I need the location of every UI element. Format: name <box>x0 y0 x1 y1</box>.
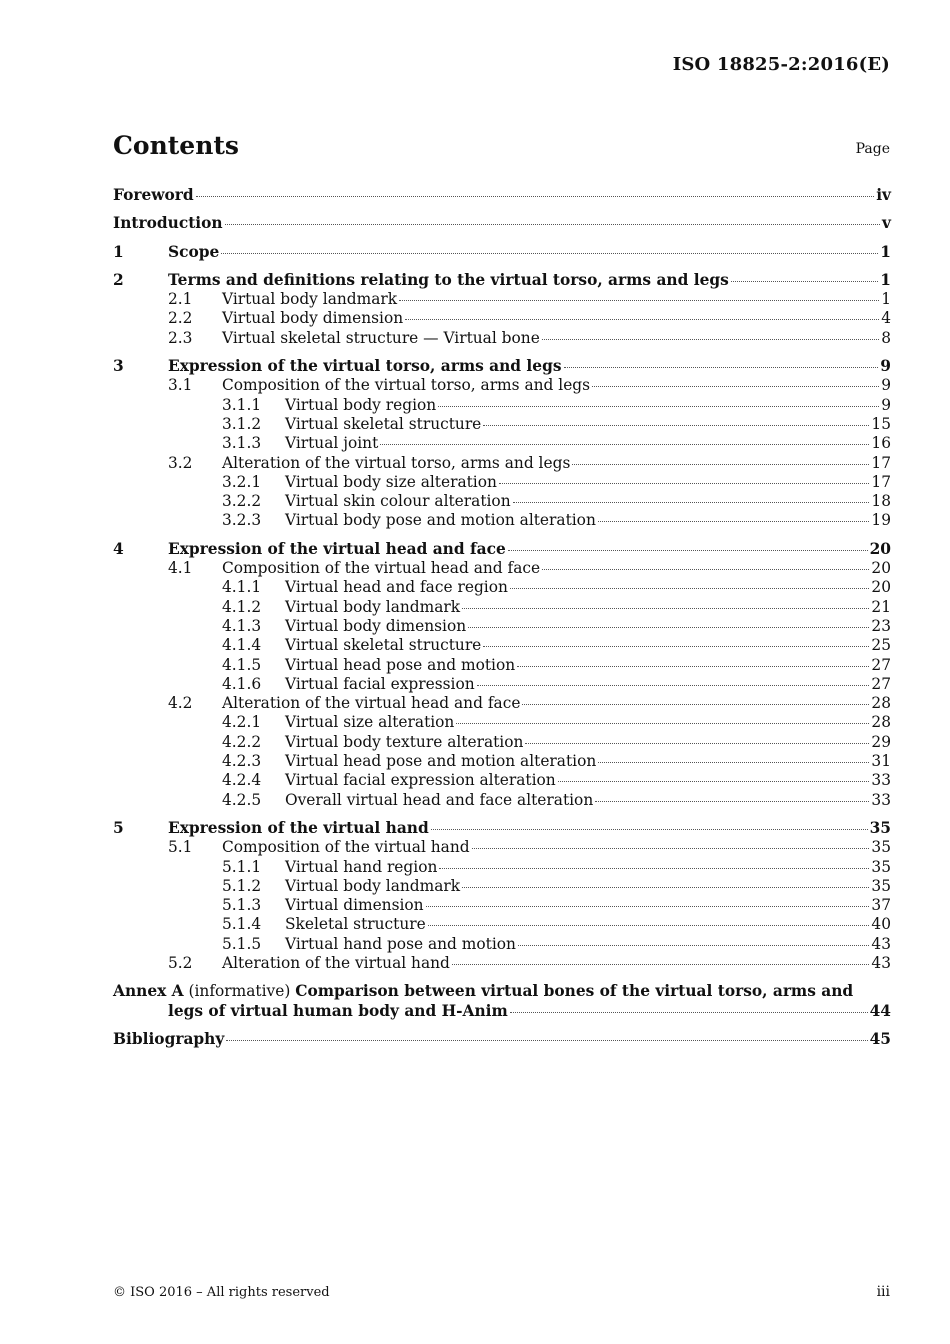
toc-entry-page: 19 <box>871 511 891 530</box>
toc-entry[interactable] <box>113 186 891 205</box>
page-number: iii <box>876 1284 890 1300</box>
toc-entry-title: Composition of the virtual torso, arms and legs <box>222 376 591 395</box>
toc-entry[interactable] <box>113 415 891 434</box>
bibliography-page: 45 <box>869 1029 891 1048</box>
toc-entry-title: Alteration of the virtual head and face <box>222 694 521 713</box>
toc-entry[interactable] <box>113 540 891 559</box>
toc-entry[interactable] <box>113 636 891 655</box>
toc-entry[interactable] <box>113 819 891 838</box>
dot-leader <box>564 367 879 368</box>
toc-entry-title: Virtual body texture alteration <box>285 732 524 751</box>
toc-entry-page: 35 <box>871 838 891 857</box>
toc-entry[interactable] <box>113 559 891 578</box>
toc-entry-number: 3.1.3 <box>222 434 262 453</box>
toc-entry-title: Virtual body dimension <box>222 309 404 328</box>
dot-leader <box>472 848 870 849</box>
toc-entry-title: Virtual skeletal structure — Virtual bone <box>222 328 540 347</box>
toc-entry-number: 3.1.1 <box>222 395 262 414</box>
toc-entry-page: 27 <box>871 655 891 674</box>
toc-entry-number: 4.1.5 <box>222 655 262 674</box>
annex-page: 44 <box>869 1001 891 1020</box>
toc-entry-title: Expression of the virtual hand <box>168 818 429 837</box>
toc-entry-number: 3.1.2 <box>222 414 262 433</box>
toc-entry-title: Virtual facial expression <box>285 674 475 693</box>
toc-entry-number: 3.1 <box>168 376 193 395</box>
toc-entry-title: Virtual joint <box>285 434 379 453</box>
toc-entry-title: Virtual hand pose and motion <box>285 934 516 953</box>
dot-leader <box>452 964 870 965</box>
toc-entry-number: 4.2.3 <box>222 752 262 771</box>
toc-entry-page: iv <box>876 186 891 204</box>
toc-entry-number: 4.1.1 <box>222 578 262 597</box>
toc-entry[interactable] <box>113 877 891 896</box>
dot-leader <box>595 801 869 802</box>
dot-leader <box>510 1012 868 1013</box>
dot-leader <box>428 925 870 926</box>
dot-leader <box>542 569 869 570</box>
toc-entry-title: Composition of the virtual hand <box>222 838 470 857</box>
toc-entry-page: 21 <box>871 597 891 616</box>
dot-leader <box>499 483 869 484</box>
toc-entry[interactable] <box>113 396 891 415</box>
toc-entry[interactable] <box>113 271 891 290</box>
toc-entry-number: 3.2 <box>168 453 193 472</box>
toc-entry-page: 25 <box>871 636 891 655</box>
toc-entry-number: 1 <box>113 242 124 261</box>
toc-entry-title: Composition of the virtual head and face <box>222 559 541 578</box>
toc-entry-title: Foreword <box>113 186 194 204</box>
toc-entry-title: Virtual hand region <box>285 857 438 876</box>
toc-entry-title: Virtual body region <box>285 395 437 414</box>
dot-leader <box>508 550 868 551</box>
toc-entry-title: Virtual body landmark <box>285 597 461 616</box>
dot-leader <box>522 704 869 705</box>
toc-entry-page: 23 <box>871 616 891 635</box>
toc-entry-page: 33 <box>871 790 891 809</box>
toc-entry-title: Virtual size alteration <box>285 713 455 732</box>
toc-entry-number: 4.1.2 <box>222 597 262 616</box>
toc-entry[interactable] <box>113 434 891 453</box>
toc-entry-page: 31 <box>871 752 891 771</box>
toc-entry-number: 3.2.1 <box>222 472 262 491</box>
toc-entry-number: 3.2.3 <box>222 511 262 530</box>
annex-title-line-2 <box>113 1002 891 1021</box>
toc-entry-title: Virtual body landmark <box>285 876 461 895</box>
toc-entry-title: Virtual skin colour alteration <box>285 492 511 511</box>
toc-entry-page: 20 <box>869 539 891 558</box>
toc-entry-page: 17 <box>871 472 891 491</box>
document-id: ISO 18825-2:2016(E) <box>672 54 890 75</box>
dot-leader <box>598 521 870 522</box>
dot-leader <box>225 224 880 225</box>
toc-entry-title: Introduction <box>113 214 223 233</box>
toc-entry-title: Scope <box>168 242 220 261</box>
bibliography-title: Bibliography <box>113 1029 225 1048</box>
toc-entry-page: 9 <box>881 376 891 395</box>
page-column-label: Page <box>855 141 890 157</box>
dot-leader <box>431 829 868 830</box>
toc-entry-page: 1 <box>880 242 891 261</box>
dot-leader <box>380 444 869 445</box>
dot-leader <box>221 253 878 254</box>
toc-entry-number: 3.2.2 <box>222 492 262 511</box>
toc-entry[interactable] <box>113 694 891 713</box>
toc-entry-number: 4.1.3 <box>222 616 262 635</box>
toc-entry-title: Overall virtual head and face alteration <box>285 790 594 809</box>
toc-entry-number: 5.1.2 <box>222 876 262 895</box>
toc-entry-title: Terms and definitions relating to the virtual torso, arms and legs <box>168 270 729 289</box>
toc-entry[interactable] <box>113 598 891 617</box>
dot-leader <box>592 386 879 387</box>
toc-entry[interactable] <box>113 771 891 790</box>
toc-entry[interactable] <box>113 511 891 530</box>
toc-entry[interactable] <box>113 473 891 492</box>
dot-leader <box>513 502 870 503</box>
toc-entry[interactable] <box>113 492 891 511</box>
toc-entry-page: 29 <box>871 732 891 751</box>
toc-entry-title: Expression of the virtual head and face <box>168 539 506 558</box>
toc-entry-number: 4.1 <box>168 559 193 578</box>
toc-entry[interactable] <box>113 290 891 309</box>
page-title: Contents <box>113 131 240 160</box>
toc-entry-page: 4 <box>881 309 891 328</box>
toc-entry[interactable] <box>113 713 891 732</box>
toc-entry[interactable] <box>113 243 891 262</box>
toc-entry-page: 18 <box>871 492 891 511</box>
dot-leader <box>439 868 869 869</box>
toc-entry-number: 4.2 <box>168 694 193 713</box>
toc-entry[interactable] <box>113 733 891 752</box>
toc-entry-page: 8 <box>881 328 891 347</box>
annex-label: Annex A <box>113 982 184 1001</box>
toc-entry-page: v <box>882 214 891 233</box>
toc-entry-number: 5.1.4 <box>222 915 262 934</box>
toc-entry-number: 5.1.3 <box>222 896 262 915</box>
toc-entry-title: Virtual body pose and motion alteration <box>285 511 596 530</box>
toc-entry-page: 33 <box>871 771 891 790</box>
toc-entry-number: 5.1 <box>168 838 193 857</box>
toc-entry-title: Virtual skeletal structure <box>285 636 482 655</box>
toc-entry[interactable] <box>113 578 891 597</box>
dot-leader <box>542 339 879 340</box>
toc-entry-number: 3 <box>113 357 124 376</box>
dot-leader <box>572 464 869 465</box>
dot-leader <box>598 762 869 763</box>
table-of-contents <box>113 186 891 1049</box>
dot-leader <box>226 1040 867 1041</box>
dot-leader <box>558 781 870 782</box>
toc-entry-number: 2.2 <box>168 309 193 328</box>
annex-title-line-1 <box>113 982 891 1001</box>
annex-title: Comparison between virtual bones of the virtual torso, arms and <box>295 982 854 1001</box>
toc-entry-title: Virtual dimension <box>285 896 424 915</box>
dot-leader <box>196 196 875 197</box>
toc-entry[interactable] <box>113 858 891 877</box>
toc-entry[interactable] <box>113 357 891 376</box>
dot-leader <box>518 945 869 946</box>
toc-entry-title: Virtual body size alteration <box>285 472 497 491</box>
toc-annex-entry[interactable] <box>113 982 891 1021</box>
toc-entry-title: Expression of the virtual torso, arms and legs <box>168 357 562 376</box>
toc-entry[interactable] <box>113 935 891 954</box>
dot-leader <box>468 627 869 628</box>
toc-entry-number: 4.2.5 <box>222 790 262 809</box>
toc-entry-page: 9 <box>881 395 891 414</box>
toc-entry-title: Virtual body dimension <box>285 616 467 635</box>
toc-entry-number: 4.2.2 <box>222 732 262 751</box>
toc-entry-page: 16 <box>871 434 891 453</box>
toc-entry-page: 1 <box>880 270 891 289</box>
toc-entry-page: 37 <box>871 896 891 915</box>
dot-leader <box>731 281 878 282</box>
toc-entry[interactable] <box>113 896 891 915</box>
toc-entry[interactable] <box>113 617 891 636</box>
dot-leader <box>405 319 879 320</box>
toc-entry-title: Alteration of the virtual torso, arms and legs <box>222 453 571 472</box>
annex-title-continued: legs of virtual human body and H-Anim <box>168 1001 508 1020</box>
toc-entry[interactable] <box>113 838 891 857</box>
toc-entry-number: 5 <box>113 818 124 837</box>
toc-entry-title: Virtual head pose and motion <box>285 655 516 674</box>
dot-leader <box>477 685 870 686</box>
dot-leader <box>483 646 869 647</box>
dot-leader <box>510 588 870 589</box>
dot-leader <box>525 743 869 744</box>
toc-entry[interactable] <box>113 214 891 233</box>
toc-entry-page: 17 <box>871 453 891 472</box>
toc-entry-page: 27 <box>871 674 891 693</box>
toc-entry-title: Alteration of the virtual hand <box>222 953 450 972</box>
toc-entry[interactable] <box>113 915 891 934</box>
dot-leader <box>462 887 869 888</box>
toc-entry-page: 43 <box>871 953 891 972</box>
toc-entry[interactable] <box>113 954 891 973</box>
dot-leader <box>426 906 870 907</box>
toc-entry-page: 1 <box>881 290 891 309</box>
annex-kind: (informative) <box>183 982 296 1001</box>
toc-entry-page: 40 <box>871 915 891 934</box>
toc-entry-title: Virtual body landmark <box>222 290 398 309</box>
toc-bibliography-entry[interactable] <box>113 1030 891 1049</box>
dot-leader <box>483 425 869 426</box>
toc-entry[interactable] <box>113 656 891 675</box>
toc-entry-page: 43 <box>871 934 891 953</box>
toc-entry-page: 35 <box>871 857 891 876</box>
toc-entry-number: 4.2.1 <box>222 713 262 732</box>
toc-entry[interactable] <box>113 309 891 328</box>
toc-entry-title: Virtual head pose and motion alteration <box>285 752 597 771</box>
toc-entry-title: Virtual facial expression alteration <box>285 771 556 790</box>
toc-entry[interactable] <box>113 791 891 810</box>
toc-entry-page: 35 <box>871 876 891 895</box>
dot-leader <box>438 406 879 407</box>
toc-entry-page: 28 <box>871 694 891 713</box>
toc-entry-title: Virtual skeletal structure <box>285 414 482 433</box>
toc-entry[interactable] <box>113 675 891 694</box>
dot-leader <box>462 608 869 609</box>
toc-entry-number: 4 <box>113 539 124 558</box>
toc-entry-title: Skeletal structure <box>285 915 426 934</box>
toc-entry-number: 2.1 <box>168 290 193 309</box>
toc-entry-number: 4.2.4 <box>222 771 262 790</box>
toc-entry-number: 4.1.4 <box>222 636 262 655</box>
toc-entry-page: 35 <box>869 818 891 837</box>
toc-entry-page: 15 <box>871 414 891 433</box>
toc-entry[interactable] <box>113 329 891 348</box>
toc-entry-page: 20 <box>871 559 891 578</box>
toc-entry[interactable] <box>113 376 891 395</box>
toc-entry-page: 9 <box>880 357 891 376</box>
toc-entry-title: Virtual head and face region <box>285 578 508 597</box>
toc-entry[interactable] <box>113 454 891 473</box>
toc-entry-number: 2.3 <box>168 328 193 347</box>
dot-leader <box>456 723 869 724</box>
toc-entry-number: 5.1.5 <box>222 934 262 953</box>
toc-entry-number: 4.1.6 <box>222 674 262 693</box>
toc-entry-number: 5.1.1 <box>222 857 262 876</box>
toc-entry-number: 5.2 <box>168 953 193 972</box>
dot-leader <box>399 300 879 301</box>
dot-leader <box>517 666 869 667</box>
toc-entry[interactable] <box>113 752 891 771</box>
copyright-notice: © ISO 2016 – All rights reserved <box>113 1285 330 1300</box>
toc-entry-number: 2 <box>113 270 124 289</box>
toc-entry-page: 28 <box>871 713 891 732</box>
toc-entry-page: 20 <box>871 578 891 597</box>
